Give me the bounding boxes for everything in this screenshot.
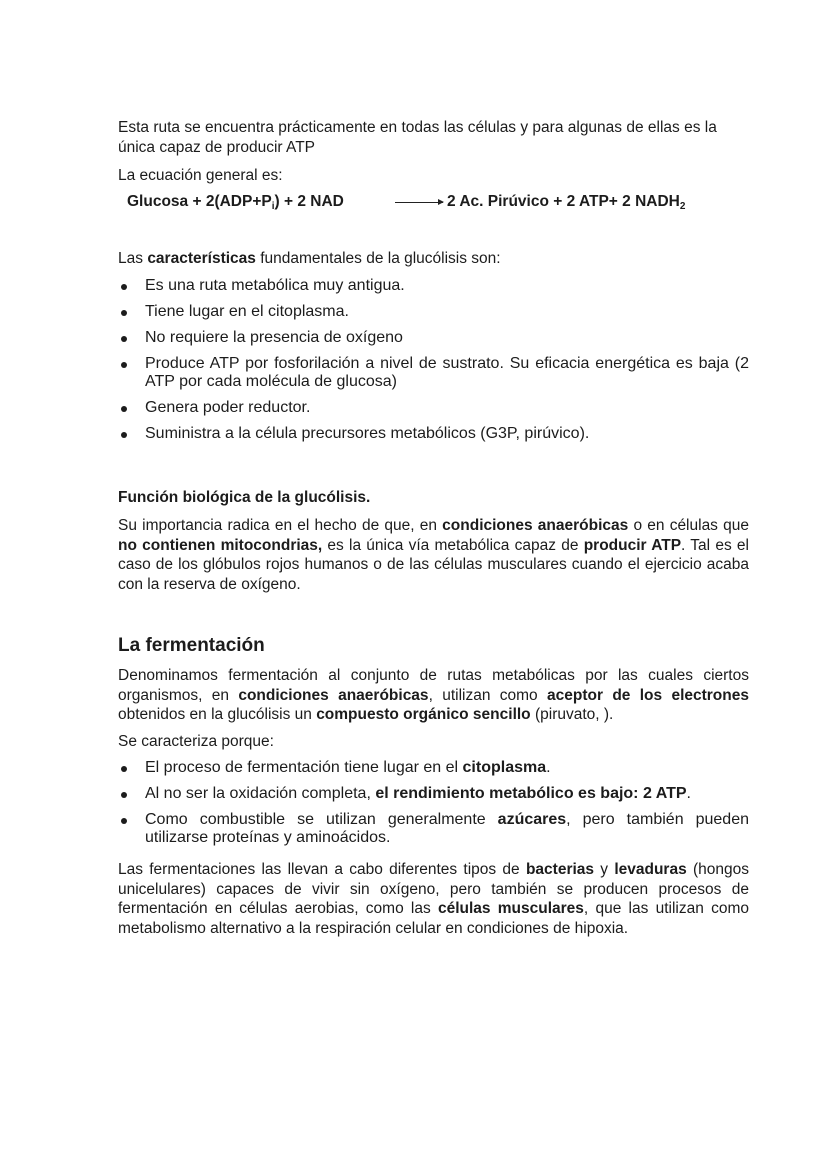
fermentation-heading: La fermentación (118, 635, 265, 656)
characteristics-list (118, 277, 749, 443)
list-item: Tiene lugar en el citoplasma. (118, 303, 749, 321)
characteristics-intro: Las características fundamentales de la glucólisis son: (118, 250, 501, 267)
list-item: No requiere la presencia de oxígeno (118, 329, 749, 347)
list-item: Al no ser la oxidación completa, el rendimiento metabólico es bajo: 2 ATP. (118, 785, 749, 803)
biological-function-paragraph: Su importancia radica en el hecho de que, en condiciones anaeróbicas o en células que no contienen mitocondrias, es la única vía metabólica capaz de producir ATP. Tal es el caso de los glóbulos rojos humanos o de las células musculares cuando el ejercicio acaba con la reserva de oxígeno. (118, 517, 749, 593)
equation-label: La ecuación general es: (118, 167, 283, 184)
bullet-icon (121, 362, 127, 368)
list-item: Produce ATP por fosforilación a nivel de sustrato. Su eficacia energética es baja (2 ATP por cada molécula de glucosa) (118, 355, 749, 391)
bullet-icon (121, 336, 127, 342)
bullet-icon (121, 432, 127, 438)
bullet-icon (121, 310, 127, 316)
list-item: Es una ruta metabólica muy antigua. (118, 277, 749, 295)
bullet-icon (121, 766, 127, 772)
equation-products: 2 Ac. Pirúvico + 2 ATP+ 2 $NADH_2$ (447, 193, 686, 212)
bullet-icon (121, 406, 127, 412)
list-item: El proceso de fermentación tiene lugar en el citoplasma. (118, 759, 749, 777)
list-item: Genera poder reductor. (118, 399, 749, 417)
reaction-arrow-icon (395, 202, 443, 203)
list-item: Como combustible se utilizan generalmente azúcares, pero también pueden utilizarse proteínas y aminoácidos. (118, 811, 749, 847)
fermentation-traits-list (118, 759, 749, 847)
equation-reactants: $Glucosa + 2(ADP+P_i) + 2$ NAD (127, 193, 344, 212)
bullet-icon (121, 792, 127, 798)
bullet-icon (121, 818, 127, 824)
list-item: Suministra a la célula precursores metabólicos (G3P, pirúvico). (118, 425, 749, 443)
intro-paragraph: Esta ruta se encuentra prácticamente en todas las células y para algunas de ellas es la única capaz de producir ATP (118, 119, 717, 156)
glycolysis-equation (127, 193, 767, 215)
biological-function-heading: Función biológica de la glucólisis. (118, 489, 371, 506)
fermentation-traits-label: Se caracteriza porque: (118, 733, 274, 750)
fermentation-definition: Denominamos fermentación al conjunto de rutas metabólicas por las cuales ciertos organismos, en condiciones anaeróbicas, utilizan como aceptor de los electrones obtenidos en la glucólisis un compuesto orgánico sencillo (piruvato, ). (118, 667, 749, 723)
bullet-icon (121, 284, 127, 290)
fermentation-closing-paragraph: Las fermentaciones las llevan a cabo diferentes tipos de bacterias y levaduras (hongos unicelulares) capaces de vivir sin oxígeno, pero también se producen procesos de fermentación en células aerobias, como las células musculares, que las utilizan como metabolismo alternativo a la respiración celular en condiciones de hipoxia. (118, 861, 749, 937)
